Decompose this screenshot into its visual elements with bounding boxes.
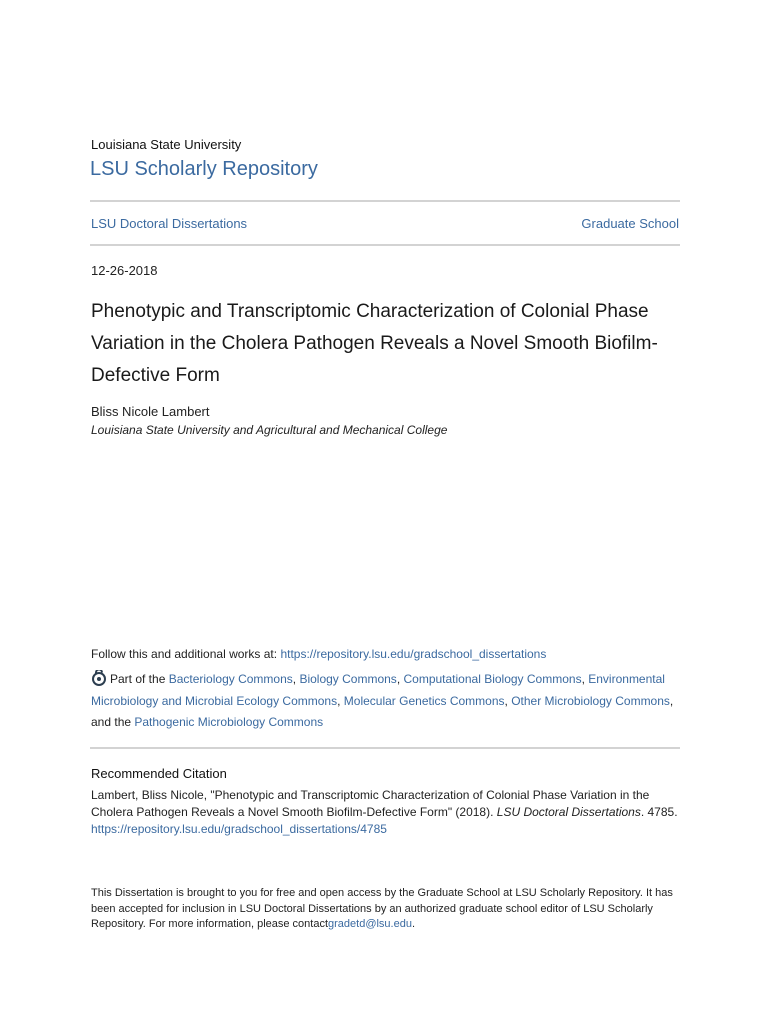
publication-date: 12-26-2018 — [91, 263, 158, 278]
citation-number: . 4785. — [640, 805, 678, 819]
author-name: Bliss Nicole Lambert — [91, 404, 210, 419]
follow-label: Follow this and additional works at: — [91, 647, 281, 661]
separator: , — [292, 672, 300, 686]
commons-link[interactable]: Biology Commons — [299, 672, 397, 686]
footer-end: . — [411, 918, 416, 930]
citation-body: Lambert, Bliss Nicole, "Phenotypic and Transcriptomic Characterization of Colonial Phase Variation in the Cholera Pathogen Reveals a Novel Smooth Biofilm-Defective Form" (2018). — [91, 788, 650, 819]
contact-email-link[interactable]: gradetd@lsu.edu — [328, 918, 412, 930]
citation-url-link[interactable]: https://repository.lsu.edu/gradschool_dissertations/4785 — [91, 822, 387, 836]
footer-text: This Dissertation is brought to you for free and open access by the Graduate School at LSU Scholarly Repository. It has been accepted for inclusion in LSU Doctoral Dissertations by an authorized graduate school editor of LSU Scholarly Repository. For more information, please contact — [91, 887, 673, 930]
university-name: Louisiana State University — [91, 137, 242, 152]
separator: , — [337, 693, 344, 708]
separator: , — [581, 672, 589, 686]
commons-link[interactable]: Pathogenic Microbiology Commons — [134, 715, 324, 729]
follow-url-link[interactable]: https://repository.lsu.edu/gradschool_dissertations — [280, 647, 547, 661]
open-access-icon — [91, 670, 107, 686]
commons-link[interactable]: Computational Biology Commons — [403, 672, 582, 686]
and-the-text: , and the — [91, 693, 674, 729]
divider — [90, 244, 680, 246]
commons-link[interactable]: Environmental Microbiology and Microbial Ecology Commons — [91, 672, 665, 708]
separator: , — [504, 693, 512, 708]
author-affiliation: Louisiana State University and Agricultural and Mechanical College — [91, 423, 448, 437]
graduate-school-link[interactable]: Graduate School — [581, 216, 679, 231]
separator: , — [396, 672, 404, 686]
divider — [90, 747, 680, 749]
commons-link[interactable]: Bacteriology Commons — [168, 672, 293, 686]
recommended-citation-heading: Recommended Citation — [91, 766, 227, 781]
citation-series: LSU Doctoral Dissertations — [496, 805, 641, 819]
document-title: Phenotypic and Transcriptomic Characterization of Colonial Phase Variation in the Cholera Pathogen Reveals a Novel Smooth Biofilm-Defective Form — [91, 301, 658, 386]
divider — [90, 200, 680, 202]
citation-text — [91, 787, 691, 838]
footer-notice — [91, 886, 681, 933]
follow-line — [91, 647, 546, 661]
part-of-commons — [91, 669, 681, 734]
repository-link[interactable]: LSU Scholarly Repository — [90, 158, 318, 180]
commons-link[interactable]: Other Microbiology Commons — [511, 693, 670, 708]
part-of-prefix: Part of the — [110, 672, 169, 686]
commons-link[interactable]: Molecular Genetics Commons — [343, 693, 505, 708]
series-link[interactable]: LSU Doctoral Dissertations — [91, 216, 248, 231]
